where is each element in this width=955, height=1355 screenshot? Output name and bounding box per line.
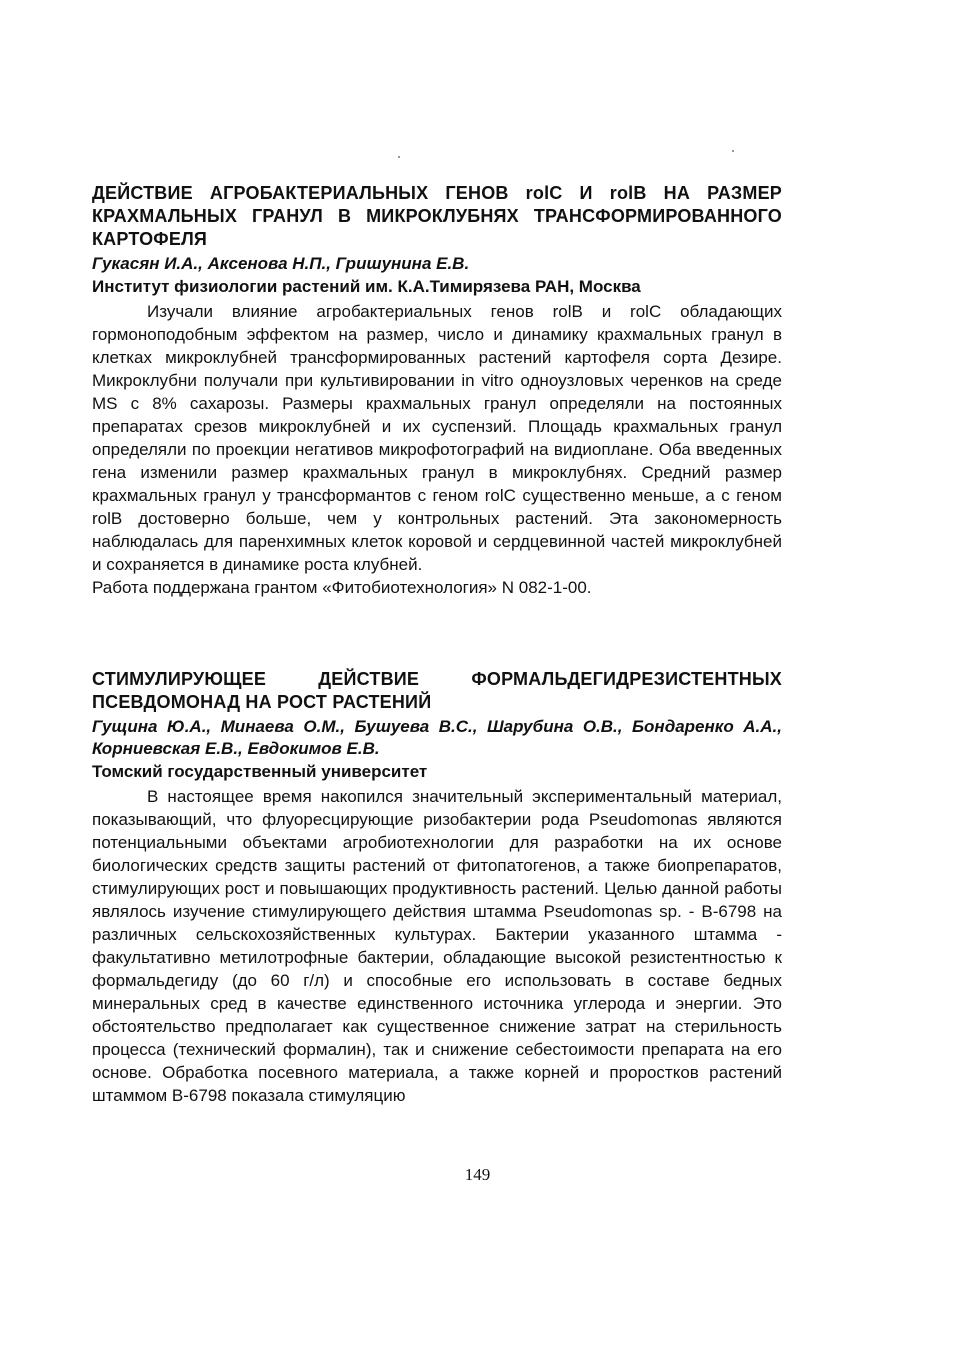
scan-speck <box>732 150 734 152</box>
article-1-body: Изучали влияние агробактериальных генов rolB и rolC обладающих гормоноподобным эффектом на размер, число и динамику крахмальных гранул в клетках микроклубней трансформированных растений картофеля сорта Дезире. Микроклубни получали при культивировании in vitro одноузловых черенков на среде MS с 8% сахарозы. Размеры крахмальных гранул определяли на постоянных препаратах срезов микроклубней и их суспензий. Площадь крахмальных гранул определяли по проекции негативов микрофотографий на видиоплане. Оба введенных гена изменили размер крахмальных гранул в микроклубнях. Средний размер крахмальных гранул у трансформантов с геном rolC существенно меньше, а с геном rolB достоверно больше, чем у контрольных растений. Эта закономерность наблюдалась для паренхимных клеток коровой и сердцевинной частей микроклубней и сохраняется в динамике роста клубней. <box>92 302 782 574</box>
article-1-title: ДЕЙСТВИЕ АГРОБАКТЕРИАЛЬНЫХ ГЕНОВ rolC И rolB НА РАЗМЕР КРАХМАЛЬНЫХ ГРАНУЛ В МИКРОКЛУБНЯХ ТРАНСФОРМИРОВАННОГО КАРТОФЕЛЯ <box>92 183 782 249</box>
scan-speck <box>398 156 400 158</box>
article-1-grant: Работа поддержана грантом «Фитобиотехнология» N 082-1-00. <box>92 578 592 597</box>
article-2-body: В настоящее время накопился значительный экспериментальный материал, показывающий, что флуоресцирующие ризобактерии рода Pseudomonas являются потенциальными объектами агробиотехнологии для разработки на их основе биологических средств защиты растений от фитопатогенов, а также биопрепаратов, стимулирующих рост и повышающих продуктивность растений. Целью данной работы являлось изучение стимулирующего действия штамма Pseudomonas sp. - В-6798 на различных сельскохозяйственных культурах. Бактерии указанного штамма - факультативно метилотрофные бактерии, обладающие высокой резистентностью к формальдегиду (до 60 г/л) и способные его использовать в составе бедных минеральных сред в качестве единственного источника углерода и энергии. Это обстоятельство предполагает как существенное снижение затрат на стерильность процесса (технический формалин), так и снижение себестоимости препарата на его основе. Обработка посевного материала, а также корней и проростков растений штаммом В-6798 показала стимуляцию <box>92 787 782 1105</box>
article-1-authors: Гукасян И.А., Аксенова Н.П., Гришунина Е.В. <box>92 254 470 273</box>
article-2-affiliation: Томский государственный университет <box>92 762 428 781</box>
article-2-authors: Гущина Ю.А., Минаева О.М., Бушуева В.С., Шарубина О.В., Бондаренко А.А., Корниевская Е.В., Евдокимов Е.В. <box>92 717 782 758</box>
article-2 <box>92 668 782 1107</box>
page-number: 149 <box>464 1165 491 1184</box>
article-1-affiliation: Институт физиологии растений им. К.А.Тимирязева РАН, Москва <box>92 277 641 296</box>
article-1 <box>92 182 782 599</box>
article-2-title: СТИМУЛИРУЮЩЕЕ ДЕЙСТВИЕ ФОРМАЛЬДЕГИДРЕЗИСТЕНТНЫХ ПСЕВДОМОНАД НА РОСТ РАСТЕНИЙ <box>92 669 782 712</box>
